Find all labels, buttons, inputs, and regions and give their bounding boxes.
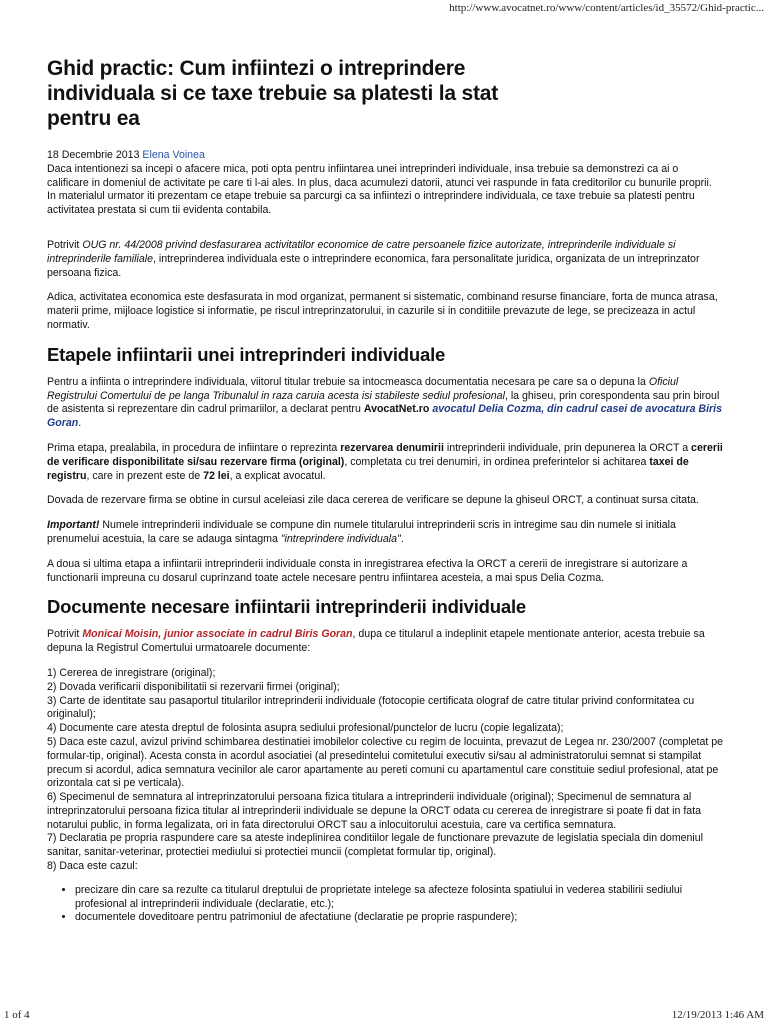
paragraph-activity: Adica, activitatea economica este desfasurata in mod organizat, permanent si sistematic, combinand resurse financiare, forta de munca atrasa, materii prime, mijloace logistice si informatie, pe riscul intreprinzatorului, in cazurile si in conditiile prevazute de lege, se precizeaza in actul normativ. — [47, 291, 718, 331]
paragraph-rezervare: Prima etapa, prealabila, in procedura de infiintare o reprezinta rezervarea denumirii intreprinderii individuale, prin depunerea la ORCT a cererii de verificare disponibilitate si/sau rezervare firma (original), completata cu trei denumiri, in ordinea preferintelor si achitarea taxei de registru, care in prezent este de 72 lei, a explicat avocatul. — [47, 441, 723, 482]
paragraph-dovada: Dovada de rezervare firma se obtine in cursul aceleiasi zile daca cererea de verificare se depune la ghiseul ORCT, a continuat sursa citata. — [47, 494, 699, 507]
paragraph-moisin: Potrivit Monicai Moisin, junior associate in cadrul Biris Goran, dupa ce titularul a indeplinit etapele mentionate anterior, acesta trebuie sa depuna la Registrul Comertului urmatoarele documente: — [47, 628, 705, 655]
article-title: Ghid practic: Cum infiintezi o intreprindere individuala si ce taxe trebuie sa platesti la stat pentru ea — [47, 57, 499, 130]
section-heading-documente: Documente necesare infiintarii intreprinderii individuale — [47, 596, 526, 618]
list-item: 8) Daca este cazul: — [47, 860, 138, 873]
print-header-url: http://www.avocatnet.ro/www/content/articles/id_35572/Ghid-practic... — [449, 2, 764, 14]
important-label: Important! — [47, 519, 100, 532]
associate-link[interactable]: Monicai Moisin, junior associate in cadrul Biris Goran — [82, 628, 353, 641]
article-date: 18 Decembrie 2013 — [47, 149, 140, 161]
print-footer-page: 1 of 4 — [4, 1009, 30, 1021]
conditional-list — [47, 884, 723, 925]
list-item: 1) Cererea de inregistrare (original); — [47, 666, 216, 679]
avocatnet-name: AvocatNet.ro — [363, 403, 430, 416]
law-reference: OUG nr. 44/2008 privind desfasurarea activitatilor economice de catre persoanele fizice autorizate, intreprinderile individuale si intreprinderile familiale — [47, 238, 676, 265]
list-item: 7) Declaratia pe propria raspundere care sa ateste indeplinirea conditiilor legale de functionare prevazute de legislatia speciala din domeniul sanitar, sanitar-veterinar, protectiei mediului si protectiei muncii (completat formular tip, original). — [47, 832, 704, 859]
list-item: 2) Dovada verificarii disponibilitatii si rezervarii firmei (original); — [47, 680, 340, 693]
documents-list — [47, 667, 723, 874]
article — [47, 56, 723, 925]
section-heading-etape: Etapele infiintarii unei intreprinderi individuale — [47, 343, 446, 365]
article-intro: Daca intentionezi sa incepi o afacere mica, poti opta pentru infiintarea unei intreprinderi individuale, insa trebuie sa demonstrezi ca ai o calificare in domeniul de activitate pe care ti l-ai ales. In plus, daca acumulezi datorii, atunci vei raspunde in fata creditorilor cu bunurile proprii. In materialul urmator iti prezentam ce etape trebuie sa parcurgi ca sa infiintezi o intreprindere individuala, ce taxe trebuie sa platesti pentru activitatea prestata si cum tii evidenta contabila. — [47, 162, 712, 217]
article-meta — [47, 149, 723, 163]
list-item: 6) Specimenul de semnatura al intreprinzatorului persoana fizica titulara a intreprinderii individuale (original); Specimenul de semnatura al intreprinzatorului persoana fizica titular al intreprinderii individuale se depune la ORCT odata cu cererea de inregistrare si poate fi dat in fata notarului public, in forma legalizata, ori in fata directorului ORCT sau a inlocuitorului acestuia, care va certifica semnatura. — [47, 791, 702, 831]
list-item: 3) Carte de identitate sau pasaportul titularilor intreprinderii individuale (fotocopie certificata olograf de catre titular privind conformitatea cu originalul); — [47, 694, 695, 721]
orct-reference: Oficiul Registrului Comertului de pe langa Tribunalul in raza caruia acesta isi stabileste sediul profesional — [47, 375, 679, 402]
paragraph-important: Important! Numele intreprinderii individuale se compune din numele titularului intreprinderii scris in intregime sau din numele si initiala prenumelui acestuia, la care se adauga sintagma "intreprindere individuala". — [47, 519, 676, 545]
paragraph-documentatie: Pentru a infiinta o intreprindere individuala, viitorul titular trebuie sa intocmeasca documentatia necesara pe care sa o depuna la Oficiul Registrului Comertului de pe langa Tribunalul in raza caruia acesta isi stabileste sediul profesional, la ghiseu, prin corespondenta sau prin biroul de asistenta si reprezentare din cadrul primariilor, a declarat pentru AvocatNet.ro avocatul Delia Cozma, din cadrul casei de avocatura Biris Goran. — [47, 375, 722, 430]
article-author[interactable]: Elena Voinea — [142, 149, 205, 161]
list-item: • documentele doveditoare pentru patrimoniul de afectatiune (declaratie pe proprie raspundere); — [75, 911, 723, 925]
paragraph-a-doua-etapa: A doua si ultima etapa a infiintarii intreprinderii individuale consta in inregistrarea efectiva la ORCT a cererii de inregistrare si autorizare a functionarii impreuna cu dosarul cuprinzand toate actele necesare pentru infiintarea acesteia, a mai spus Delia Cozma. — [47, 557, 688, 584]
print-footer-datetime: 12/19/2013 1:46 AM — [671, 1009, 764, 1021]
list-item: 5) Daca este cazul, avizul privind schimbarea destinatiei imobilelor colective cu regim de locuinta, prevazut de Legea nr. 230/2007 (completat pe formular-tip, original). Acesta consta in acordul asociatiei (al presedintelui comitetului executiv si/sau al administratorului semnat si stampilat precum si acordul, adica semnatura vecinilor ale caror apartamente au pereti comuni cu apartamentul care constituie sediul profesional, atat pe orizontala cat si pe verticala). — [47, 735, 724, 790]
list-item: 4) Documente care atesta dreptul de folosinta asupra sediului profesional/punctelor de lucru (copie legalizata); — [47, 722, 564, 735]
list-item: • precizare din care sa rezulte ca titularul dreptului de proprietate intelege sa afecteze folosinta spatiului in vederea stabilirii sediului profesional al intreprinderii individuale (declaratie, etc.); — [75, 884, 723, 912]
paragraph-oug: Potrivit OUG nr. 44/2008 privind desfasurarea activitatilor economice de catre persoanele fizice autorizate, intreprinderile individuale si intreprinderile familiale, intreprinderea individuala este o intreprindere economica, fara personalitate juridica, organizata de un intreprinzator persoana fizica. — [47, 238, 700, 279]
lawyer-link[interactable]: avocatul Delia Cozma, din cadrul casei de avocatura Biris Goran — [47, 403, 722, 430]
